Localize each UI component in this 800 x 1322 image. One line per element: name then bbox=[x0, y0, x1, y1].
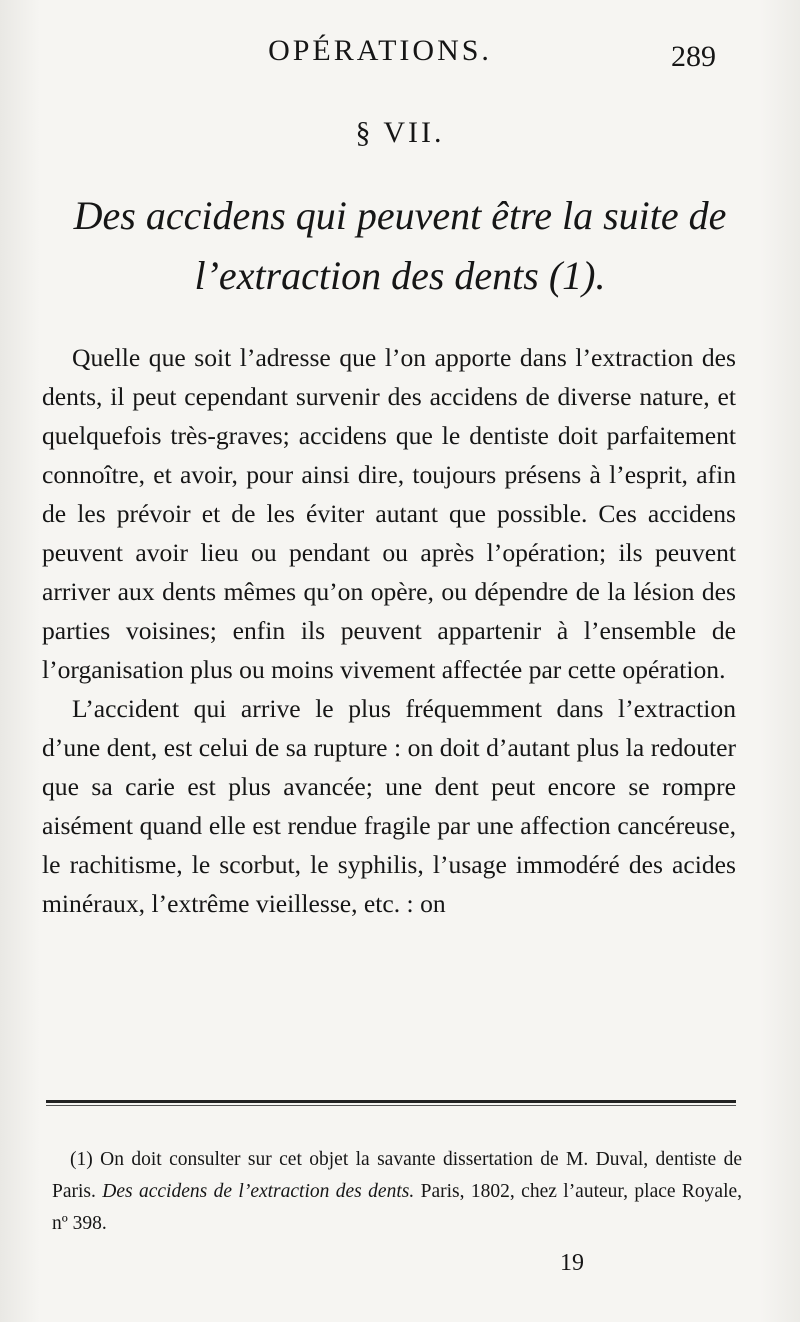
footnote-rule bbox=[46, 1100, 736, 1103]
chapter-title-line-2: l’extraction des dents (1). bbox=[194, 253, 606, 298]
footnote-lead: (1) On doit consulter sur cet objet la savante dissertation de M. Duval, dentiste de Paris. bbox=[52, 1149, 742, 1202]
chapter-title-line-1: Des accidens qui peuvent être la suite de bbox=[73, 193, 727, 238]
footnote-cited-title: Des accidens de l’extraction des dents. bbox=[102, 1181, 415, 1202]
footnote-tail: Paris, 1802, chez l’auteur, place Royale, nº 398. bbox=[52, 1181, 743, 1234]
paragraph-2: L’accident qui arrive le plus fréquemment dans l’extraction d’une dent, est celui de sa rupture : on doit d’autant plus la redouter que sa carie est plus avancée; une dent peut encore se rompre aisément quand elle est rendue fragile par une affection cancéreuse, le rachitisme, le scorbut, le syphilis, l’usage immodéré des acides minéraux, l’extrême vieillesse, etc. : on bbox=[42, 694, 736, 918]
footnote bbox=[52, 1144, 742, 1240]
page-number: 289 bbox=[671, 40, 716, 73]
paragraph-1: Quelle que soit l’adresse que l’on apporte dans l’extraction des dents, il peut cependant survenir des accidens de diverse nature, et quelquefois très-graves; accidens que le dentiste doit parfaitement connoître, et avoir, pour ainsi dire, toujours présens à l’esprit, afin de les prévoir et de les éviter autant que possible. Ces accidens peuvent avoir lieu ou pendant ou après l’opération; ils peuvent arriver aux dents mêmes qu’on opère, ou dépendre de la lésion des parties voisines; enfin ils peuvent appartenir à l’ensemble de l’organisation plus ou moins vivement affectée par cette opération. bbox=[42, 343, 736, 684]
signature-mark: 19 bbox=[560, 1250, 584, 1276]
running-head bbox=[40, 34, 760, 74]
chapter-title bbox=[30, 186, 770, 306]
running-title: OPÉRATIONS. bbox=[268, 34, 492, 67]
footnote-text bbox=[52, 1144, 742, 1240]
section-mark: § VII. bbox=[355, 116, 445, 149]
body-text bbox=[42, 338, 736, 923]
